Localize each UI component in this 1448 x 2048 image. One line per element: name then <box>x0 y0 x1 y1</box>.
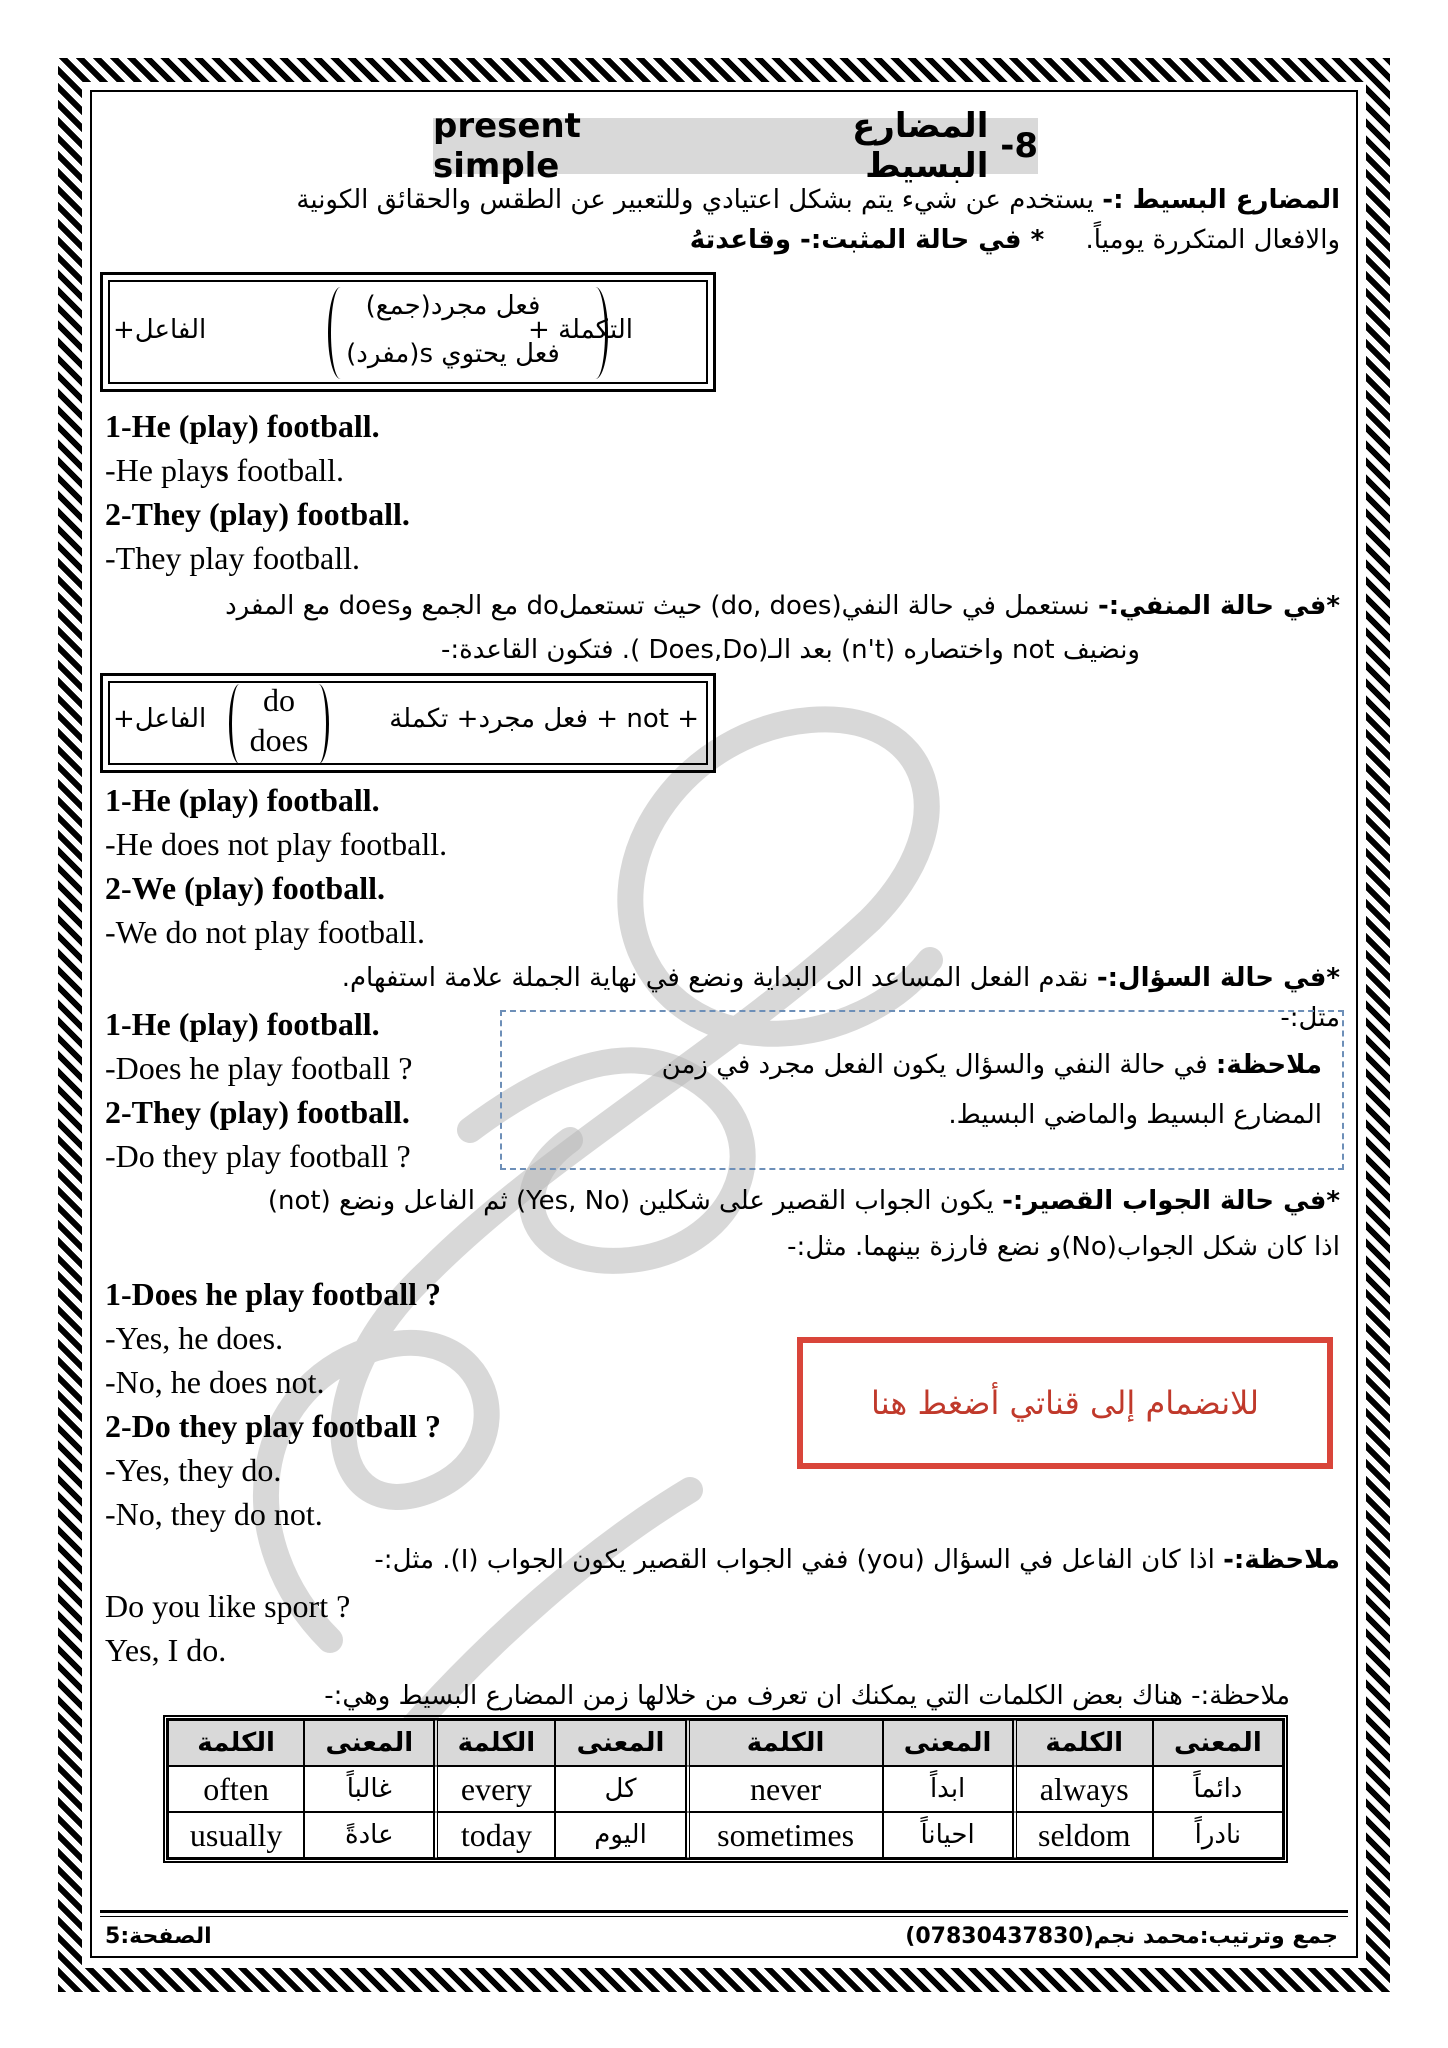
rule2-aux-top: do <box>263 682 295 718</box>
short-answer-examples <box>105 1272 441 1536</box>
rule2-middle: + not + فعل مجرد+ تكملة <box>389 704 699 734</box>
footer-page-number: الصفحة:5 <box>105 1924 212 1949</box>
affirmative-examples <box>105 404 410 580</box>
header-meaning-4: المعنى <box>1153 1720 1283 1766</box>
header-meaning-3: المعنى <box>883 1720 1013 1766</box>
question-label: *في حالة السؤال:- <box>1096 963 1340 993</box>
vocab-word: every <box>434 1766 555 1812</box>
table-row <box>168 1812 1283 1858</box>
intro-line2: والافعال المتكررة يومياً. <box>1085 225 1340 255</box>
vocab-meaning: ابداً <box>883 1766 1013 1812</box>
short-answer-line2: اذا كان شكل الجواب(No)و نضع فارزة بينهما. مثل:- <box>787 1232 1340 1262</box>
sa-example2-yes: -Yes, they do. <box>105 1452 282 1488</box>
negative-examples <box>105 778 447 954</box>
aff-example2-answer: -They play football. <box>105 540 361 576</box>
vocab-meaning: عادةً <box>304 1812 434 1858</box>
title-english: present simple <box>433 106 581 186</box>
rule2-aux-bottom: does <box>249 722 309 758</box>
rule2-aux-bracket <box>229 684 329 768</box>
title-arabic: المضارع البسيط <box>852 106 989 186</box>
note2-answer: Yes, I do. <box>105 1632 227 1668</box>
vocab-word: never <box>686 1766 883 1812</box>
q-example1-question: 1-He (play) football. <box>105 1006 380 1042</box>
neg-example2-answer: -We do not play football. <box>105 914 426 950</box>
note2-question: Do you like sport ? <box>105 1588 351 1624</box>
sa-example1-yes: -Yes, he does. <box>105 1320 284 1356</box>
vocab-meaning: اليوم <box>555 1812 685 1858</box>
vocab-meaning: احياناً <box>883 1812 1013 1858</box>
affirmative-rule-box <box>100 272 716 392</box>
note3-text: ملاحظة:- هناك بعض الكلمات التي يمكنك ان تعرف من خلالها زمن المضارع البسيط وهي:- <box>324 1681 1290 1711</box>
header-meaning-1: المعنى <box>304 1720 434 1766</box>
negative-label: *في حالة المنفي:- <box>1098 591 1340 621</box>
join-channel-button[interactable] <box>797 1337 1333 1469</box>
q-example2-question: 2-They (play) football. <box>105 1094 410 1130</box>
aff-example1-question: 1-He (play) football. <box>105 408 380 444</box>
title-number: 8- <box>1000 126 1038 166</box>
short-answer-line1: يكون الجواب القصير على شكلين (Yes, No) ثم الفاعل ونضع (not) <box>267 1186 994 1216</box>
note2-examples <box>105 1584 350 1672</box>
vocab-meaning: نادراً <box>1153 1812 1283 1858</box>
intro-label: المضارع البسيط :- <box>1102 185 1340 215</box>
vocab-word: usually <box>168 1812 304 1858</box>
q-example2-answer: -Do they play football ? <box>105 1138 411 1174</box>
aff-example2-question: 2-They (play) football. <box>105 496 410 532</box>
vocab-word: sometimes <box>686 1812 883 1858</box>
negative-rule-box <box>100 673 716 773</box>
vocab-word: today <box>434 1812 555 1858</box>
neg-example1-answer: -He does not play football. <box>105 826 448 862</box>
negative-line1: نستعمل في حالة النفي(do, does) حيث تستعملdo مع الجمع وdoes مع المفرد <box>225 591 1090 621</box>
rule1-verb-bracket <box>328 287 608 387</box>
short-answer-label: *في حالة الجواب القصير:- <box>1002 1186 1340 1216</box>
vocab-word: seldom <box>1013 1812 1153 1858</box>
neg-example1-question: 1-He (play) football. <box>105 782 380 818</box>
footer-divider-thin <box>100 1916 1348 1917</box>
vocab-word: always <box>1013 1766 1153 1812</box>
short-answer-paragraph <box>130 1178 1340 1270</box>
header-word-4: الكلمة <box>1013 1720 1153 1766</box>
question-text: نقدم الفعل المساعد الى البداية ونضع في نهاية الجملة علامة استفهام. مثل:- <box>341 963 1340 1033</box>
rule1-subject: الفاعل+ <box>113 315 207 345</box>
affirmative-label: * في حالة المثبت:- وقاعدتهُ <box>689 225 1045 255</box>
header-word-3: الكلمة <box>686 1720 883 1766</box>
neg-example2-question: 2-We (play) football. <box>105 870 385 906</box>
vocab-meaning: غالباً <box>304 1766 434 1812</box>
rule1-verb-bottom: فعل يحتوي s(مفرد) <box>346 339 560 369</box>
q-example1-answer: -Does he play football ? <box>105 1050 413 1086</box>
aff-example1-answer: -He plays football. <box>105 452 345 488</box>
sa-example1-question: 1-Does he play football ? <box>105 1276 441 1312</box>
page-title <box>433 106 1038 186</box>
note-box <box>500 1010 1344 1170</box>
note2-paragraph <box>240 1540 1340 1580</box>
note-box-line1: في حالة النفي والسؤال يكون الفعل مجرد في زمن <box>661 1050 1208 1080</box>
footer-divider <box>100 1910 1348 1913</box>
header-meaning-2: المعنى <box>555 1720 685 1766</box>
rule1-verb-top: فعل مجرد(جمع) <box>365 291 541 321</box>
negative-line2: ونضيف not واختصاره (n't) بعد الـ(Does,Do ). فتكون القاعدة:- <box>440 635 1140 665</box>
sa-example1-no: -No, he does not. <box>105 1364 325 1400</box>
question-examples <box>105 1002 412 1178</box>
join-channel-label: للانضمام إلى قناتي أضغط هنا <box>871 1384 1259 1422</box>
intro-line1: يستخدم عن شيء يتم بشكل اعتيادي وللتعبير عن الطقس والحقائق الكونية <box>296 185 1095 215</box>
sa-example2-no: -No, they do not. <box>105 1496 323 1532</box>
vocab-meaning: دائماً <box>1153 1766 1283 1812</box>
vocab-word: often <box>168 1766 304 1812</box>
vocab-meaning: كل <box>555 1766 685 1812</box>
intro-paragraph <box>200 180 1340 260</box>
footer-credit: جمع وترتيب:محمد نجم(07830437830) <box>905 1924 1338 1949</box>
rule1-complement: التكملة + <box>528 315 633 345</box>
note-box-label: ملاحظة: <box>1215 1050 1322 1080</box>
negative-paragraph <box>110 584 1340 672</box>
rule2-subject: الفاعل+ <box>113 704 207 734</box>
sa-example2-question: 2-Do they play football ? <box>105 1408 441 1444</box>
header-word-2: الكلمة <box>434 1720 555 1766</box>
table-header-row <box>168 1720 1283 1766</box>
table-row <box>168 1766 1283 1812</box>
note2-text: اذا كان الفاعل في السؤال (you) ففي الجواب القصير يكون الجواب (I). مثل:- <box>374 1545 1215 1575</box>
note-box-line2: المضارع البسيط والماضي البسيط. <box>948 1100 1322 1130</box>
header-word-1: الكلمة <box>168 1720 304 1766</box>
signal-words-table <box>163 1715 1288 1863</box>
note2-label: ملاحظة:- <box>1223 1545 1340 1575</box>
